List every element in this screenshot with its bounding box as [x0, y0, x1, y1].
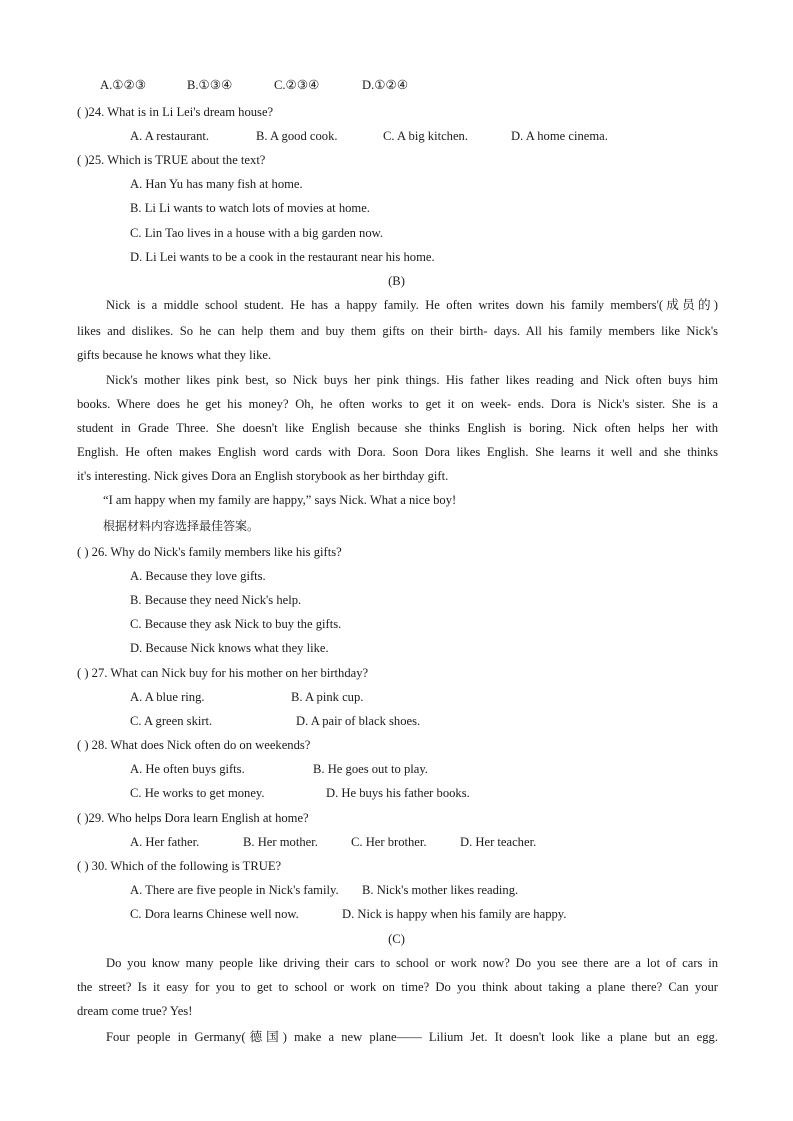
- q29-option-a: A. Her father.: [130, 835, 200, 849]
- section-b-p2-line4: English. He often makes English word cards with Dora. Soon Dora likes English. She learns it well and she thinks: [77, 445, 718, 459]
- q29-option-b: B. Her mother.: [243, 835, 318, 849]
- q29-option-c: C. Her brother.: [351, 835, 427, 849]
- q24-option-c: C. A big kitchen.: [383, 129, 469, 143]
- section-c-heading: (C): [388, 932, 405, 946]
- section-c-p2-line1: Four people in Germany(德国) make a new plane—— Lilium Jet. It doesn't look like a plane but an egg.: [106, 1030, 718, 1044]
- q25-option-a: A. Han Yu has many fish at home.: [130, 177, 303, 191]
- section-b-p2-line2: books. Where does he get his money? Oh, he often works to get it on week- ends. Dora is Nick's sister. She is a: [77, 397, 718, 411]
- q27-option-a: A. A blue ring.: [130, 690, 205, 704]
- section-b-instruction: 根据材料内容选择最佳答案。: [103, 519, 260, 533]
- section-c-p1-line1: Do you know many people like driving their cars to school or work now? Do you see there are a lot of cars in: [106, 956, 718, 970]
- q25-option-b: B. Li Li wants to watch lots of movies at home.: [130, 201, 370, 215]
- q23-option-b: B.①③④: [187, 78, 233, 92]
- section-b-p1-line2: likes and dislikes. So he can help them and buy them gifts on their birth- days. All his family members like Nick's: [77, 324, 718, 338]
- section-b-p2-line5: it's interesting. Nick gives Dora an English storybook as her birthday gift.: [77, 469, 449, 483]
- q30-option-b: B. Nick's mother likes reading.: [362, 883, 519, 897]
- q24-stem: ( )24. What is in Li Lei's dream house?: [77, 105, 274, 119]
- q26-stem: ( ) 26. Why do Nick's family members like his gifts?: [77, 545, 342, 559]
- q30-option-c: C. Dora learns Chinese well now.: [130, 907, 299, 921]
- q25-option-d: D. Li Lei wants to be a cook in the restaurant near his home.: [130, 250, 435, 264]
- q23-option-d: D.①②④: [362, 78, 409, 92]
- q27-option-d: D. A pair of black shoes.: [296, 714, 421, 728]
- section-c-p1-line3: dream come true? Yes!: [77, 1004, 193, 1018]
- section-b-p1-line3: gifts because he knows what they like.: [77, 348, 272, 362]
- section-b-heading: (B): [388, 274, 405, 288]
- q29-stem: ( )29. Who helps Dora learn English at home?: [77, 811, 309, 825]
- q26-option-a: A. Because they love gifts.: [130, 569, 266, 583]
- section-b-p1-line1: Nick is a middle school student. He has a happy family. He often writes down his family members'(成员的): [106, 298, 718, 312]
- q29-option-d: D. Her teacher.: [460, 835, 537, 849]
- q28-option-b: B. He goes out to play.: [313, 762, 428, 776]
- q23-option-c: C.②③④: [274, 78, 320, 92]
- q25-option-c: C. Lin Tao lives in a house with a big garden now.: [130, 226, 384, 240]
- q23-option-a: A.①②③: [100, 78, 147, 92]
- q24-option-a: A. A restaurant.: [130, 129, 210, 143]
- section-b-p3: “I am happy when my family are happy,” says Nick. What a nice boy!: [103, 493, 457, 507]
- q24-option-b: B. A good cook.: [256, 129, 338, 143]
- q26-option-d: D. Because Nick knows what they like.: [130, 641, 329, 655]
- q26-option-c: C. Because they ask Nick to buy the gifts.: [130, 617, 342, 631]
- q27-stem: ( ) 27. What can Nick buy for his mother on her birthday?: [77, 666, 369, 680]
- q27-option-b: B. A pink cup.: [291, 690, 364, 704]
- q30-option-d: D. Nick is happy when his family are happy.: [342, 907, 567, 921]
- section-c-p1-line2: the street? Is it easy for you to get to school or work on time? Do you think about taking a plane there? Can your: [77, 980, 718, 994]
- q28-option-c: C. He works to get money.: [130, 786, 265, 800]
- q26-option-b: B. Because they need Nick's help.: [130, 593, 302, 607]
- section-b-p2-line3: student in Grade Three. She doesn't like English because she thinks English is boring. Nick often helps her with: [77, 421, 718, 435]
- q28-option-a: A. He often buys gifts.: [130, 762, 245, 776]
- q30-stem: ( ) 30. Which of the following is TRUE?: [77, 859, 282, 873]
- q25-stem: ( )25. Which is TRUE about the text?: [77, 153, 266, 167]
- section-b-p2-line1: Nick's mother likes pink best, so Nick buys her pink things. His father likes reading and Nick often buys him: [106, 373, 718, 387]
- q28-option-d: D. He buys his father books.: [326, 786, 470, 800]
- q24-option-d: D. A home cinema.: [511, 129, 608, 143]
- q27-option-c: C. A green skirt.: [130, 714, 213, 728]
- q30-option-a: A. There are five people in Nick's family.: [130, 883, 339, 897]
- q28-stem: ( ) 28. What does Nick often do on weekends?: [77, 738, 311, 752]
